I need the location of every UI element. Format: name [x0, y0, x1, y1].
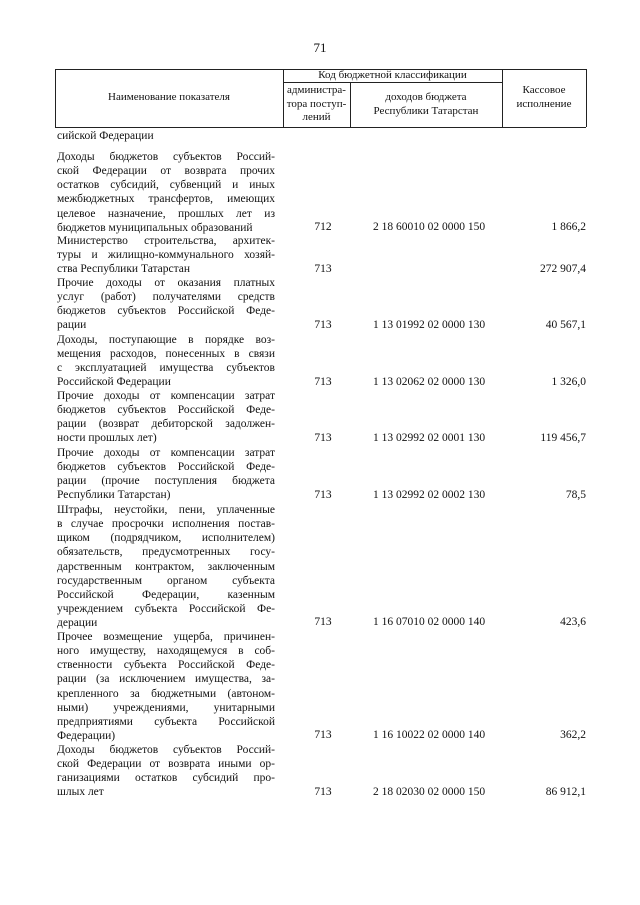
header-admin-column: администра- тора поступ- лений	[286, 83, 347, 124]
row-name: Доходы, поступающие в порядке воз- мещения расходов, понесенных в связи с эксплуатацией имущества субъектов Российской Федерации	[57, 334, 275, 389]
row-name: Прочие доходы от оказания платных услуг (работ) получателями средств бюджетов субъектов Российской Феде- рации	[57, 277, 275, 332]
table-row	[0, 743, 640, 799]
table-row	[0, 446, 640, 502]
row-name: Министерство строительства, архитек- туры и жилищно-коммунального хозяй- ства Республики Татарстан	[57, 235, 275, 276]
header-name-column: Наименование показателя	[108, 91, 230, 104]
row-income-code: 2 18 60010 02 0000 150	[372, 220, 486, 233]
row-income-code: 1 13 02062 02 0000 130	[372, 375, 486, 388]
row-name: Прочее возмещение ущерба, причинен- ного имуществу, находящемуся в соб- ственности субъекта Российской Феде- рации (за исключением имущества, за- крепленного за бюджетными (автоном- ными) учреждениями, унитарными предприятиями субъекта Российской Федерации)	[57, 631, 275, 742]
row-name: Доходы бюджетов субъектов Россий- ской Федерации от возврата иными ор- ганизациями остатков субсидий про- шлых лет	[57, 744, 275, 799]
row-admin-code: 713	[314, 785, 332, 798]
table-row	[0, 503, 640, 629]
row-amount: 1 866,2	[551, 220, 586, 233]
row-amount: 119 456,7	[540, 431, 586, 444]
row-name: Прочие доходы от компенсации затрат бюджетов субъектов Российской Феде- рации (возврат дебиторской задолжен- ности прошлых лет)	[57, 390, 275, 445]
row-income-code: 1 16 07010 02 0000 140	[372, 615, 486, 628]
row-admin-code: 713	[314, 431, 332, 444]
row-amount: 423,6	[560, 615, 586, 628]
row-income-code: 1 13 01992 02 0000 130	[372, 318, 486, 331]
row-amount: 272 907,4	[540, 262, 586, 275]
row-amount: 40 567,1	[545, 318, 586, 331]
row-name: сийской Федерации	[57, 130, 154, 142]
table-row	[0, 234, 640, 276]
page-number: 71	[313, 40, 327, 55]
row-amount: 362,2	[560, 728, 586, 741]
row-amount: 1 326,0	[551, 375, 586, 388]
row-admin-code: 713	[314, 318, 332, 331]
table-row	[0, 389, 640, 445]
row-admin-code: 713	[314, 488, 332, 501]
row-admin-code: 713	[314, 728, 332, 741]
row-admin-code: 713	[314, 375, 332, 388]
row-income-code: 2 18 02030 02 0000 150	[372, 785, 486, 798]
table-row	[0, 276, 640, 332]
header-income-column: доходов бюджета Республики Татарстан	[373, 90, 479, 117]
table-row	[0, 150, 640, 234]
header-execution-column: Кассовое исполнение	[516, 84, 572, 110]
row-name: Доходы бюджетов субъектов Россий- ской Федерации от возврата прочих остатков субсидий, субвенций и иных межбюджетных трансфертов, имеющих целевое назначение, прошлых лет из бюджетов муниципальных образований	[57, 151, 275, 234]
row-income-code: 1 13 02992 02 0001 130	[372, 431, 486, 444]
row-admin-code: 712	[314, 220, 332, 233]
row-amount: 78,5	[565, 488, 586, 501]
row-admin-code: 713	[314, 615, 332, 628]
row-amount: 86 912,1	[545, 785, 586, 798]
table-row	[0, 630, 640, 742]
row-income-code: 1 16 10022 02 0000 140	[372, 728, 486, 741]
table-row	[0, 129, 640, 144]
row-income-code: 1 13 02992 02 0002 130	[372, 488, 486, 501]
header-classification-group: Код бюджетной классификации	[318, 68, 467, 81]
table-row	[0, 333, 640, 389]
row-admin-code: 713	[314, 262, 332, 275]
row-name: Штрафы, неустойки, пени, уплаченные в случае просрочки исполнения постав- щиком (подрядчиком, исполнителем) обязательств, предусмотренных госу- дарственным контрактом, заключенным государственным органом субъекта Российской Федерации, казенным учреждением субъекта Российской Фе- дерации	[57, 504, 275, 630]
row-name: Прочие доходы от компенсации затрат бюджетов субъектов Российской Феде- рации (прочие поступления бюджета Республики Татарстан)	[57, 447, 275, 502]
